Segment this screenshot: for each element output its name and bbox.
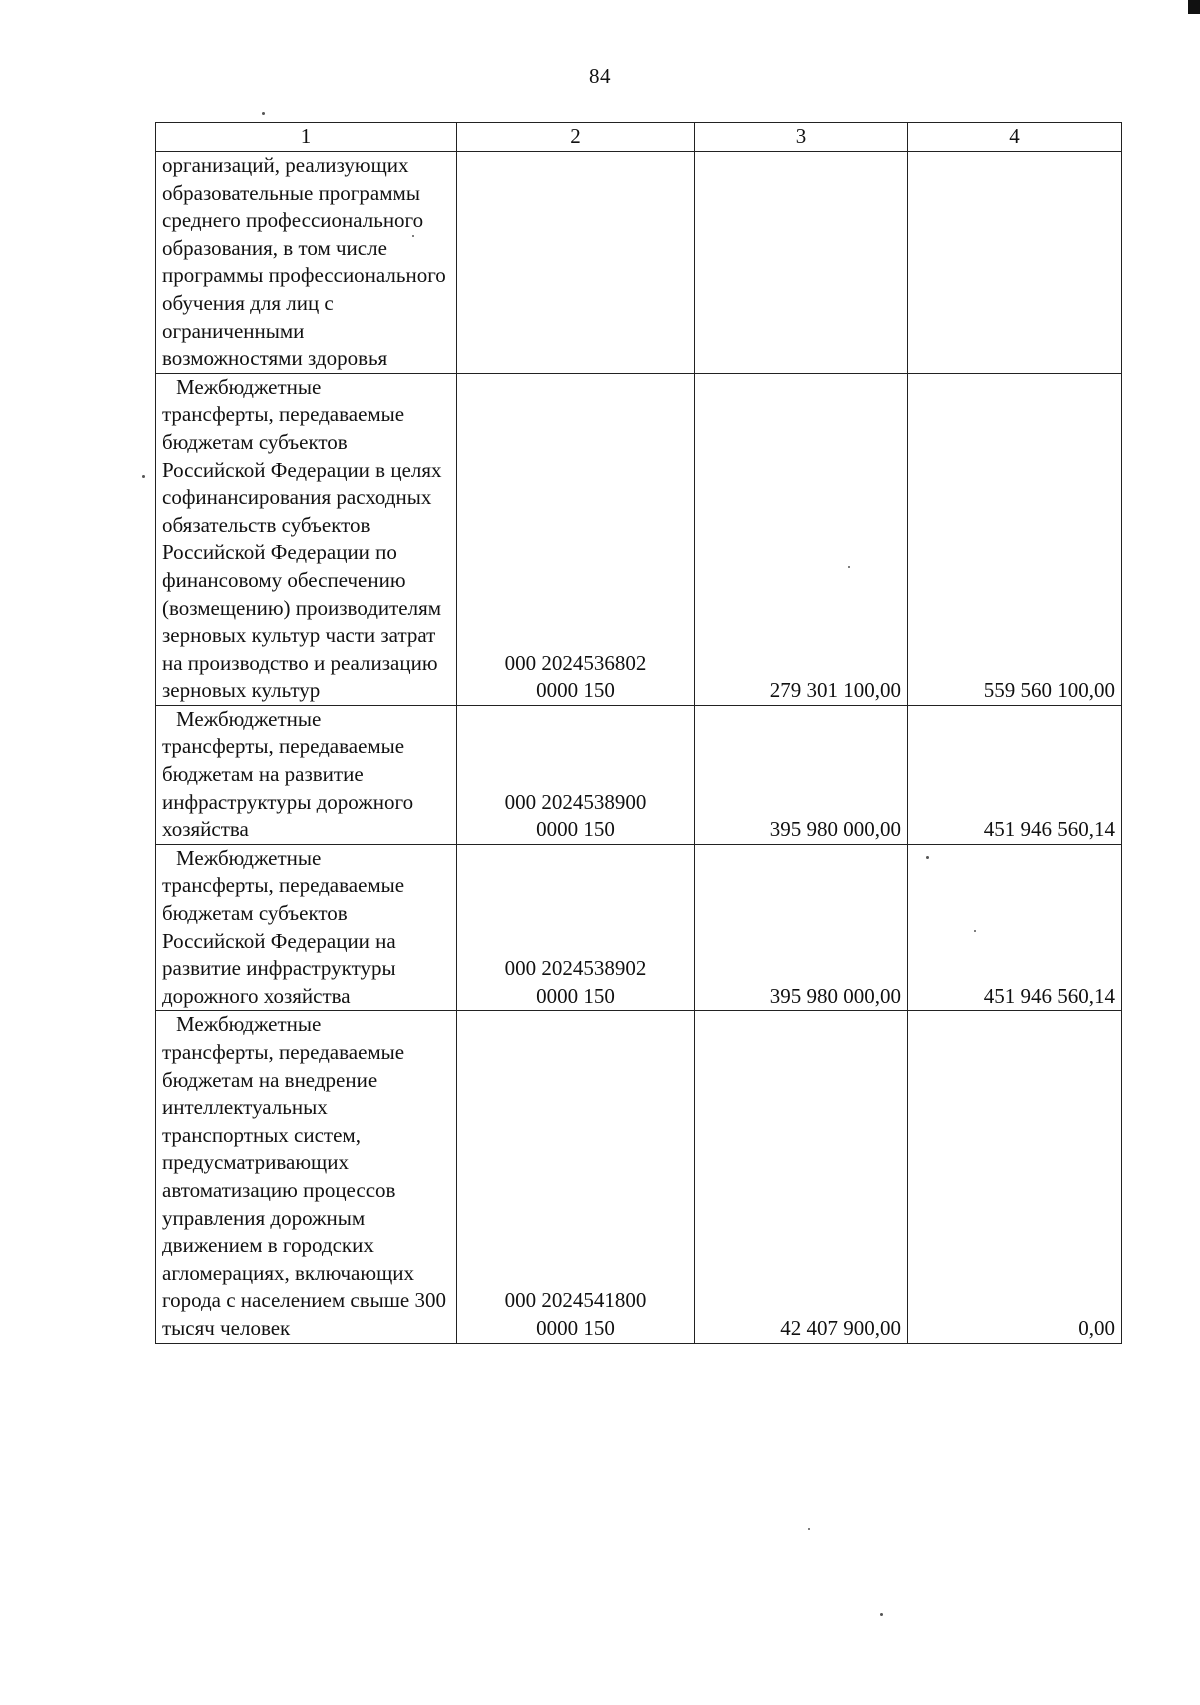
column-header-3: 3 [695, 123, 908, 152]
row-code-line1: 000 2024538900 [504, 789, 647, 814]
budget-table [155, 122, 1122, 1344]
row-code-line1: 000 2024538902 [504, 956, 647, 981]
scan-speck [808, 1528, 810, 1530]
row-name-first: Межбюджетные [176, 706, 322, 731]
row-code-line2: 0000 150 [536, 1315, 615, 1340]
row-code-line1: 000 2024536802 [504, 650, 647, 675]
row-code-line1: 000 2024541800 [504, 1288, 647, 1313]
row-name-rest: трансферты, передаваемые бюджетам субъектов Российской Федерации в целях софинансирования расходных обязательств субъектов Российской Федерации по финансовому обеспечению (возмещению) производителям зерновых культур части затрат на производство и реализацию зерновых культур [162, 402, 442, 703]
page-number: 84 [589, 64, 611, 88]
scan-speck [974, 930, 976, 932]
row-name-cell [156, 705, 457, 844]
row-name-cell [156, 373, 457, 705]
row-col3-value: 279 301 100,00 [695, 373, 908, 705]
row-col4-value: 451 946 560,14 [908, 844, 1122, 1011]
row-code-cell [457, 1011, 695, 1343]
table-row [156, 844, 1122, 1011]
row-code-cell [457, 705, 695, 844]
scan-corner-mark [1188, 0, 1200, 14]
row-code-cell [457, 844, 695, 1011]
row-col3-value: 395 980 000,00 [695, 705, 908, 844]
scan-speck [880, 1613, 883, 1616]
row-col4-value: 0,00 [908, 1011, 1122, 1343]
table-row [156, 1011, 1122, 1343]
table-row [156, 152, 1122, 374]
row-name-cell [156, 1011, 457, 1343]
row-code-cell [457, 152, 695, 374]
scan-speck [926, 856, 929, 859]
row-name-first: Межбюджетные [176, 374, 322, 399]
row-name-rest: трансферты, передаваемые бюджетам на внедрение интеллектуальных транспортных систем, предусматривающих автоматизацию процессов управления дорожным движением в городских агломерациях, включающих города с населением свыше 300 тысяч человек [162, 1040, 446, 1340]
row-col3-value: 395 980 000,00 [695, 844, 908, 1011]
row-col4-cell [908, 152, 1122, 374]
row-col4-value: 559 560 100,00 [908, 373, 1122, 705]
row-code-cell [457, 373, 695, 705]
row-name-first: Межбюджетные [176, 845, 322, 870]
column-header-2: 2 [457, 123, 695, 152]
scan-speck [412, 235, 414, 237]
table-row [156, 373, 1122, 705]
table-header-row [156, 123, 1122, 152]
row-col3-value: 42 407 900,00 [695, 1011, 908, 1343]
scan-speck [848, 566, 850, 568]
row-name-first: Межбюджетные [176, 1012, 322, 1037]
row-code-line2: 0000 150 [536, 817, 615, 842]
table-row [156, 705, 1122, 844]
row-name-rest: трансферты, передаваемые бюджетам на развитие инфраструктуры дорожного хозяйства [162, 734, 414, 842]
row-col3-cell [695, 152, 908, 374]
row-name-rest: организаций, реализующих образовательные программы среднего профессионального образования, в том числе программы профессионального обучения для лиц с ограниченными возможностями здоровья [162, 153, 446, 371]
column-header-1: 1 [156, 123, 457, 152]
row-name-rest: трансферты, передаваемые бюджетам субъектов Российской Федерации на развитие инфраструктуры дорожного хозяйства [162, 873, 405, 1008]
scan-speck [262, 112, 265, 115]
row-name-cell [156, 152, 457, 374]
row-name-cell [156, 844, 457, 1011]
row-code-line2: 0000 150 [536, 983, 615, 1008]
row-code-line2: 0000 150 [536, 678, 615, 703]
row-col4-value: 451 946 560,14 [908, 705, 1122, 844]
scan-speck [142, 475, 145, 478]
column-header-4: 4 [908, 123, 1122, 152]
